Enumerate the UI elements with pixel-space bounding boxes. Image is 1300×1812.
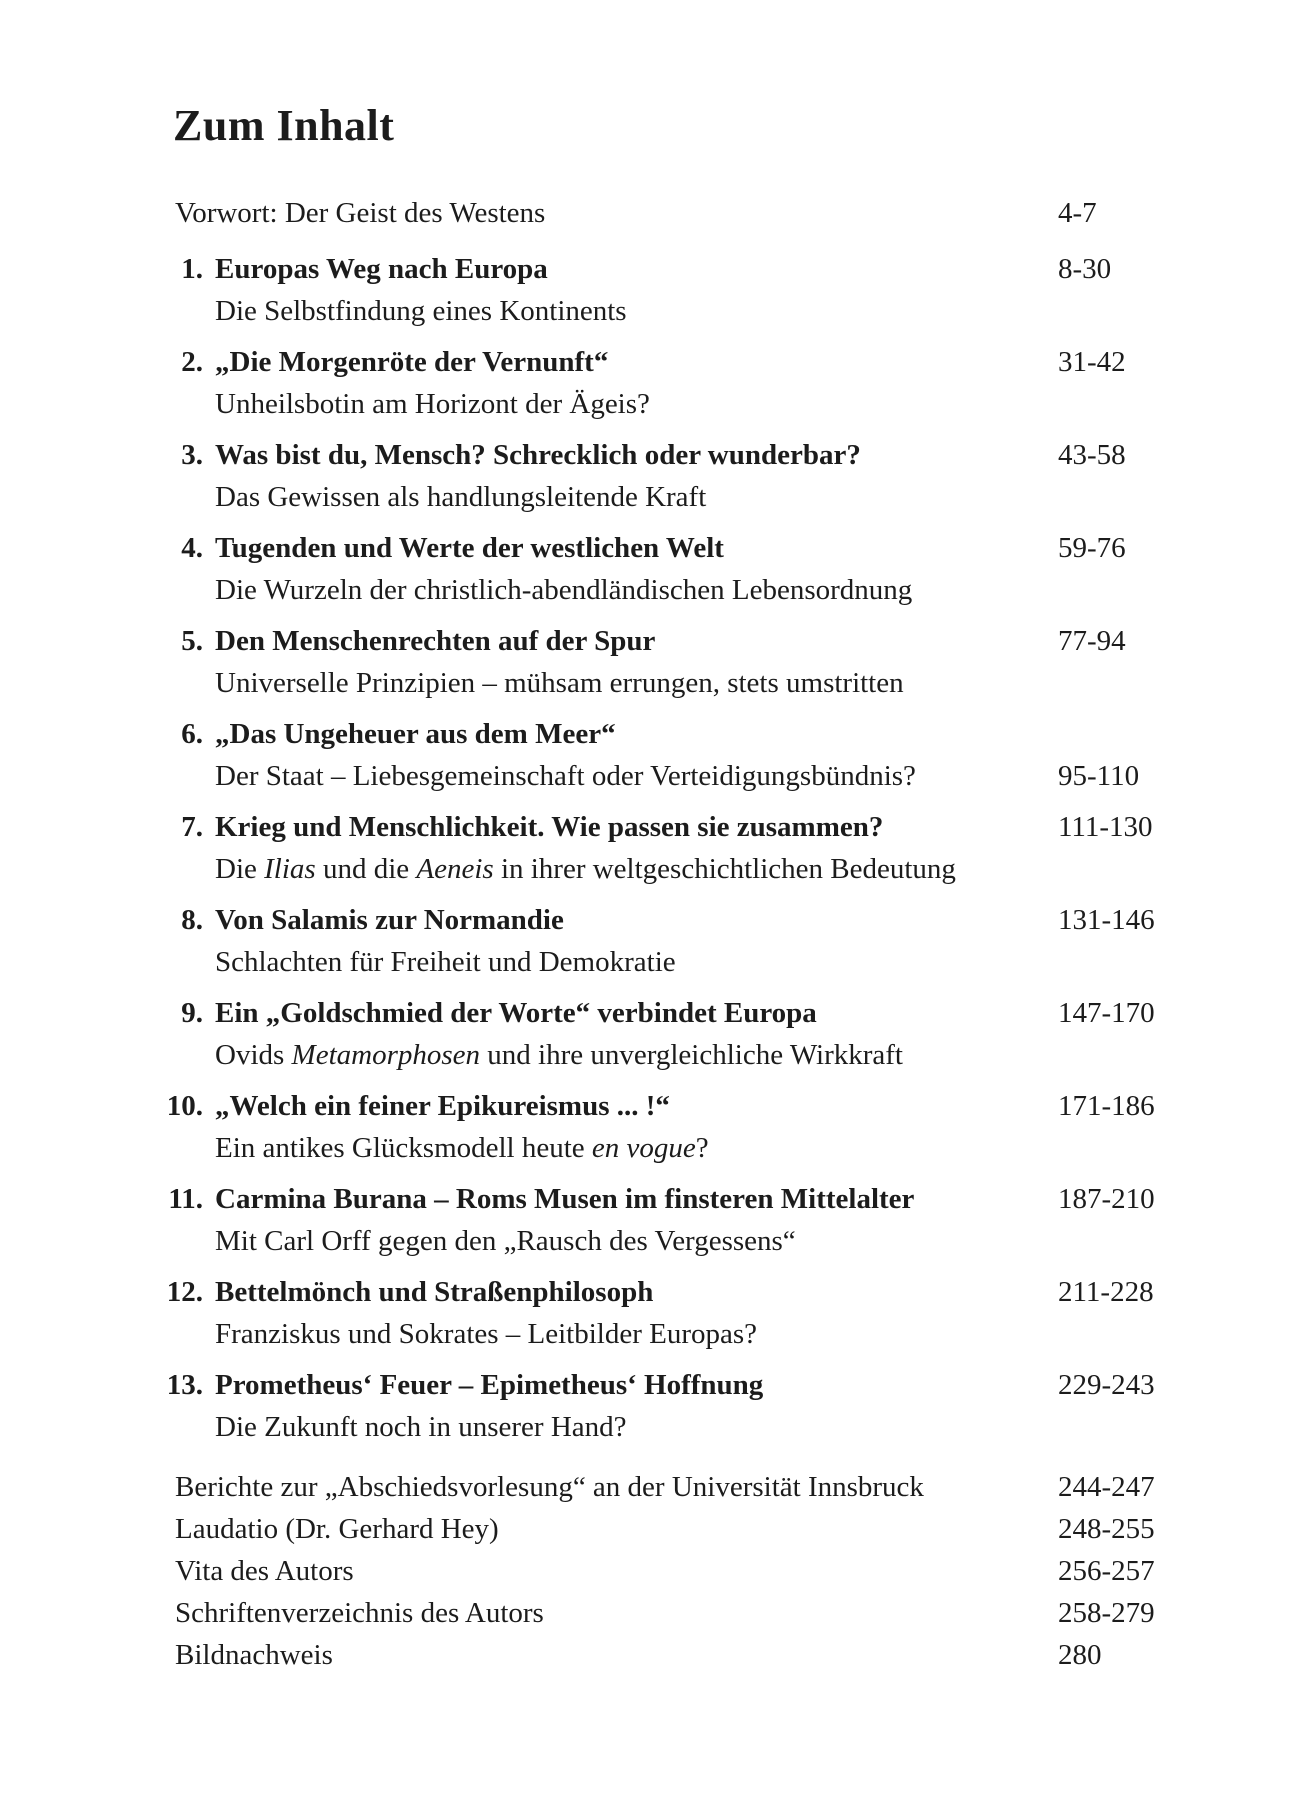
chapter-text bbox=[215, 248, 1058, 332]
subtitle-segment: Die bbox=[215, 853, 265, 885]
chapter-subtitle bbox=[215, 383, 1058, 425]
back-item-label: Bildnachweis bbox=[175, 1639, 333, 1671]
back-item-label: Berichte zur „Abschiedsvorlesung“ an der Universität Innsbruck bbox=[175, 1471, 924, 1503]
chapter-number: 5. bbox=[181, 625, 203, 657]
toc-entry bbox=[150, 434, 1190, 518]
back-matter-list bbox=[150, 1466, 1190, 1676]
chapter-number: 12. bbox=[166, 1276, 203, 1308]
subtitle-segment: Schlachten für Freiheit und Demokratie bbox=[215, 946, 676, 978]
back-item bbox=[150, 1508, 1190, 1550]
back-item-label: Schriftenverzeichnis des Autors bbox=[175, 1597, 544, 1629]
page-range: 95-110 bbox=[1058, 760, 1140, 792]
subtitle-segment: ? bbox=[695, 1132, 709, 1164]
page-range: 147-170 bbox=[1058, 997, 1155, 1029]
page-range: 211-228 bbox=[1058, 1276, 1154, 1308]
page-range: 244-247 bbox=[1058, 1471, 1155, 1503]
front-matter-list bbox=[150, 192, 1190, 234]
subtitle-segment: Ein antikes Glücksmodell heute bbox=[215, 1132, 592, 1164]
toc-entry bbox=[150, 1085, 1190, 1169]
chapter-list bbox=[150, 248, 1190, 1448]
chapter-title: Ein „Goldschmied der Worte“ verbindet Europa bbox=[215, 997, 817, 1029]
chapter-title: „Das Ungeheuer aus dem Meer“ bbox=[215, 718, 616, 750]
page-range: 131-146 bbox=[1058, 904, 1155, 936]
page-range: 280 bbox=[1058, 1639, 1102, 1671]
back-item bbox=[150, 1550, 1190, 1592]
page-range: 43-58 bbox=[1058, 439, 1126, 471]
chapter-number: 2. bbox=[181, 346, 203, 378]
chapter-subtitle bbox=[215, 1034, 1058, 1076]
chapter-title: Was bist du, Mensch? Schrecklich oder wunderbar? bbox=[215, 439, 861, 471]
chapter-number: 7. bbox=[181, 811, 203, 843]
chapter-subtitle bbox=[215, 1220, 1058, 1262]
chapter-number: 3. bbox=[181, 439, 203, 471]
chapter-title: Den Menschenrechten auf der Spur bbox=[215, 625, 656, 657]
subtitle-segment: en vogue bbox=[591, 1132, 696, 1164]
subtitle-segment: Aeneis bbox=[416, 853, 494, 885]
page-range: 111-130 bbox=[1058, 811, 1153, 843]
subtitle-segment: Die Selbstfindung eines Kontinents bbox=[215, 295, 627, 327]
chapter-title: Prometheus‘ Feuer – Epimetheus‘ Hoffnung bbox=[215, 1369, 764, 1401]
back-item-label: Laudatio (Dr. Gerhard Hey) bbox=[175, 1513, 499, 1545]
chapter-number: 6. bbox=[181, 718, 203, 750]
subtitle-segment: und ihre unvergleichliche Wirkkraft bbox=[480, 1039, 903, 1071]
subtitle-segment: Franziskus und Sokrates – Leitbilder Europas? bbox=[215, 1318, 758, 1350]
chapter-title: Von Salamis zur Normandie bbox=[215, 904, 564, 936]
chapter-subtitle bbox=[215, 1406, 1058, 1448]
front-item-label: Vorwort: Der Geist des Westens bbox=[175, 197, 546, 229]
subtitle-segment: Ovids bbox=[215, 1039, 292, 1071]
chapter-text bbox=[215, 713, 1058, 797]
chapter-title: „Die Morgenröte der Vernunft“ bbox=[215, 346, 609, 378]
toc-entry bbox=[150, 713, 1190, 797]
chapter-text bbox=[215, 899, 1058, 983]
chapter-text bbox=[215, 527, 1058, 611]
chapter-title: „Welch ein feiner Epikureismus ... !“ bbox=[215, 1090, 670, 1122]
subtitle-segment: Unheilsbotin am Horizont der Ägeis? bbox=[215, 388, 650, 420]
chapter-text bbox=[215, 1364, 1058, 1448]
chapter-text bbox=[215, 341, 1058, 425]
subtitle-segment: Die Wurzeln der christlich-abendländischen Lebensordnung bbox=[215, 574, 913, 606]
chapter-number: 11. bbox=[168, 1183, 203, 1215]
toc-entry bbox=[150, 1271, 1190, 1355]
subtitle-segment: in ihrer weltgeschichtlichen Bedeutung bbox=[493, 853, 956, 885]
subtitle-segment: Die Zukunft noch in unserer Hand? bbox=[215, 1411, 627, 1443]
chapter-subtitle bbox=[215, 1313, 1058, 1355]
page-title: Zum Inhalt bbox=[173, 101, 395, 150]
subtitle-segment: Metamorphosen bbox=[291, 1039, 481, 1071]
chapter-subtitle bbox=[215, 848, 1058, 890]
page-range: 256-257 bbox=[1058, 1555, 1155, 1587]
toc-entry bbox=[150, 899, 1190, 983]
chapter-text bbox=[215, 806, 1058, 890]
chapter-subtitle bbox=[215, 569, 1058, 611]
chapter-text bbox=[215, 1178, 1058, 1262]
toc-entry bbox=[150, 1178, 1190, 1262]
chapter-number: 10. bbox=[166, 1090, 203, 1122]
page-range: 229-243 bbox=[1058, 1369, 1155, 1401]
page-range: 187-210 bbox=[1058, 1183, 1155, 1215]
toc-entry bbox=[150, 341, 1190, 425]
chapter-title: Bettelmönch und Straßenphilosoph bbox=[215, 1276, 654, 1308]
chapter-number: 9. bbox=[181, 997, 203, 1029]
page-range: 77-94 bbox=[1058, 625, 1126, 657]
chapter-number: 1. bbox=[181, 253, 203, 285]
subtitle-segment: und die bbox=[315, 853, 417, 885]
back-item-label: Vita des Autors bbox=[175, 1555, 354, 1587]
chapter-title: Europas Weg nach Europa bbox=[215, 253, 548, 285]
chapter-subtitle bbox=[215, 941, 1058, 983]
chapter-subtitle bbox=[215, 1127, 1058, 1169]
page-range: 171-186 bbox=[1058, 1090, 1155, 1122]
page-range: 4-7 bbox=[1058, 197, 1097, 229]
page-range: 258-279 bbox=[1058, 1597, 1155, 1629]
chapter-text bbox=[215, 992, 1058, 1076]
back-item bbox=[150, 1466, 1190, 1508]
chapter-subtitle bbox=[215, 662, 1058, 704]
subtitle-segment: Das Gewissen als handlungsleitende Kraft bbox=[215, 481, 707, 513]
chapter-text bbox=[215, 1085, 1058, 1169]
chapter-title: Carmina Burana – Roms Musen im finsteren Mittelalter bbox=[215, 1183, 915, 1215]
chapter-subtitle bbox=[215, 755, 1058, 797]
toc-entry bbox=[150, 248, 1190, 332]
page-range: 59-76 bbox=[1058, 532, 1126, 564]
page-range: 31-42 bbox=[1058, 346, 1126, 378]
page-range: 248-255 bbox=[1058, 1513, 1155, 1545]
page-range: 8-30 bbox=[1058, 253, 1112, 285]
subtitle-segment: Ilias bbox=[264, 853, 316, 885]
chapter-number: 13. bbox=[166, 1369, 203, 1401]
toc-entry bbox=[150, 1364, 1190, 1448]
toc-entry bbox=[150, 806, 1190, 890]
chapter-subtitle bbox=[215, 290, 1058, 332]
chapter-number: 4. bbox=[181, 532, 203, 564]
subtitle-segment: Mit Carl Orff gegen den „Rausch des Vergessens“ bbox=[215, 1225, 796, 1257]
chapter-text bbox=[215, 620, 1058, 704]
toc-entry bbox=[150, 527, 1190, 611]
chapter-title: Krieg und Menschlichkeit. Wie passen sie zusammen? bbox=[215, 811, 884, 843]
subtitle-segment: Universelle Prinzipien – mühsam errungen, stets umstritten bbox=[215, 667, 904, 699]
back-item bbox=[150, 1592, 1190, 1634]
chapter-subtitle bbox=[215, 476, 1058, 518]
chapter-number: 8. bbox=[181, 904, 203, 936]
chapter-text bbox=[215, 1271, 1058, 1355]
back-item bbox=[150, 1634, 1190, 1676]
toc-entry bbox=[150, 620, 1190, 704]
subtitle-segment: Der Staat – Liebesgemeinschaft oder Verteidigungsbündnis? bbox=[215, 760, 916, 792]
chapter-text bbox=[215, 434, 1058, 518]
front-item bbox=[150, 192, 1190, 234]
toc-entry bbox=[150, 992, 1190, 1076]
chapter-title: Tugenden und Werte der westlichen Welt bbox=[215, 532, 724, 564]
